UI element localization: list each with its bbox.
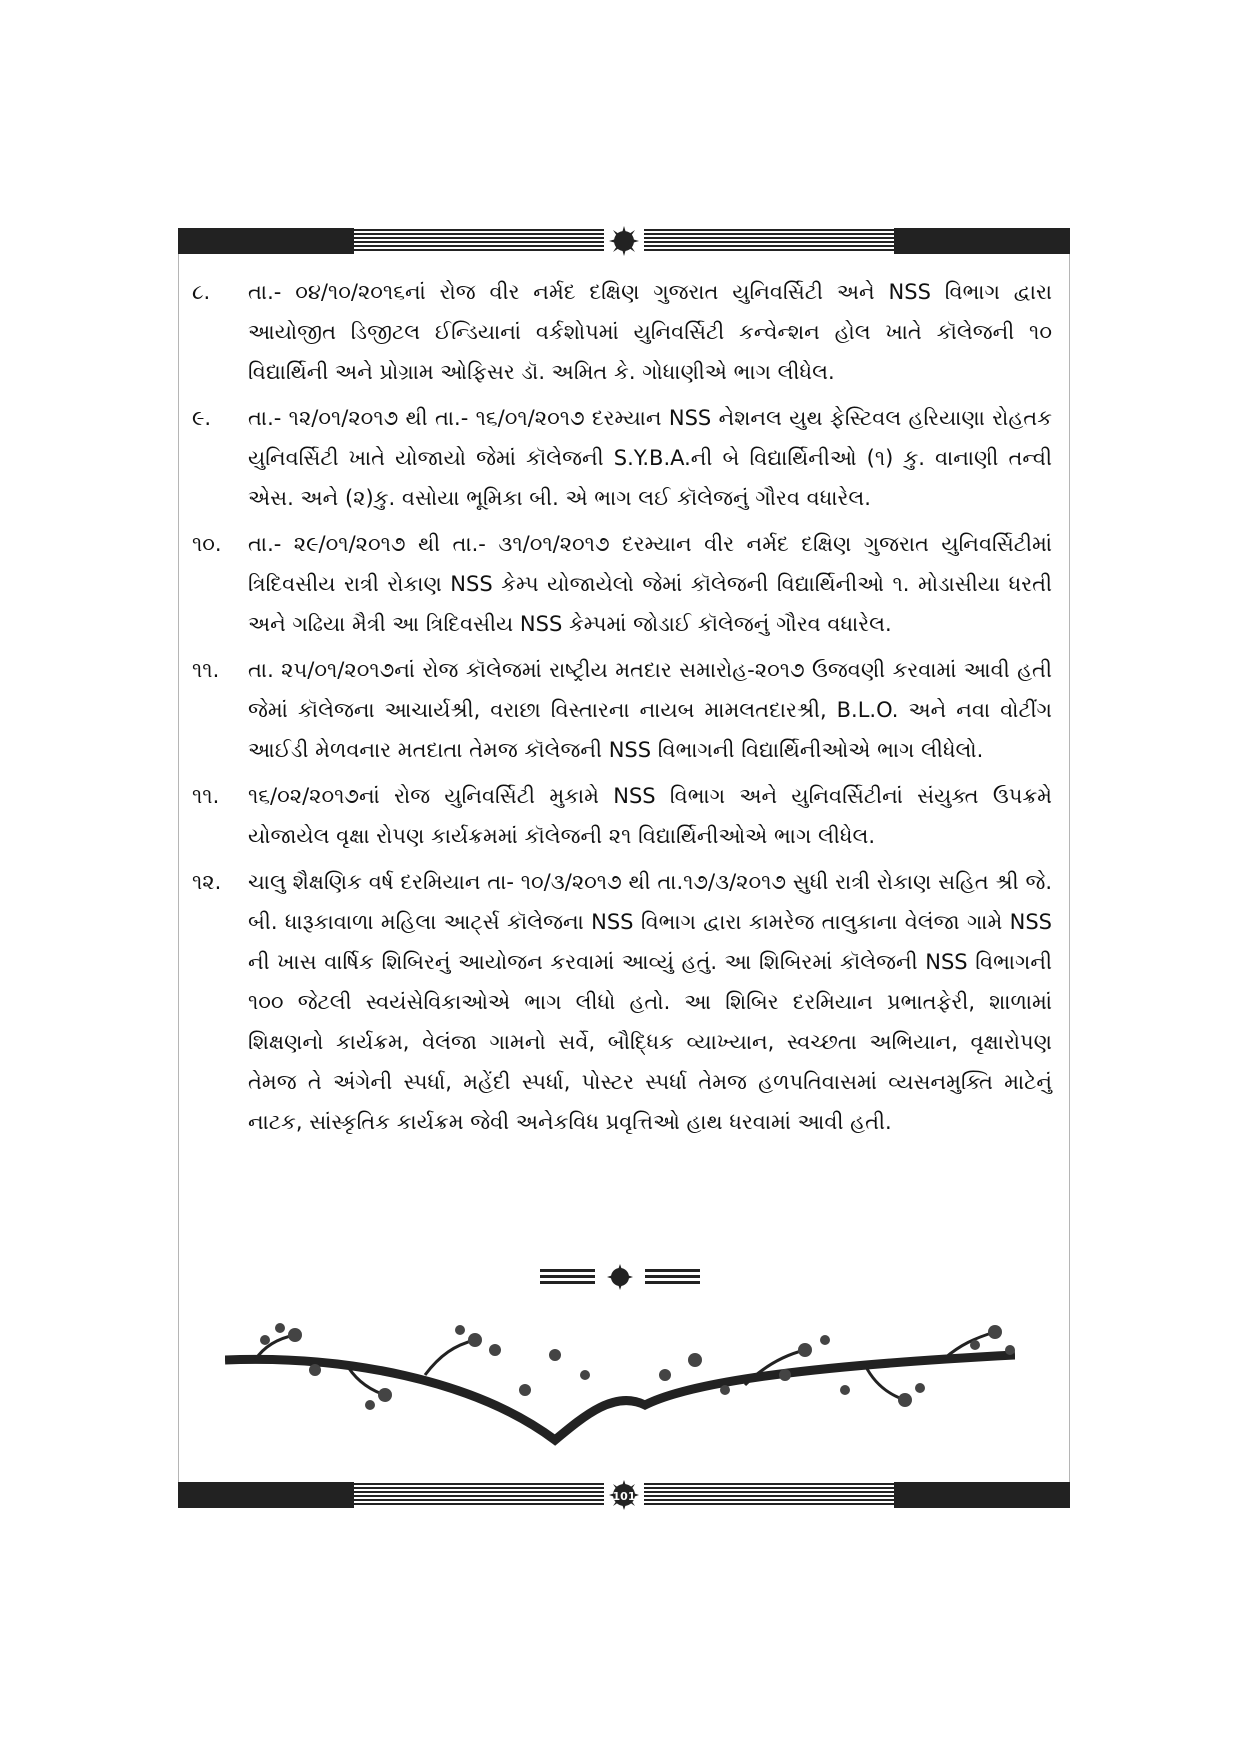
- sunburst-icon: [609, 226, 639, 256]
- item-text: તા.- ૨૯/૦૧/૨૦૧૭ થી તા.- ૩૧/૦૧/૨૦૧૭ દરમ્યાન વીર નર્મદ દક્ષિણ ગુજરાત યુનિવર્સિટીમાં ત્રિદિવસીય રાત્રી રોકાણ NSS કેમ્પ યોજાયેલો જેમાં કૉલેજની વિદ્યાર્થિનીઓ ૧. મોડાસીયા ધરતી અને ગઢિયા મૈત્રી આ ત્રિદિવસીય NSS કેમ્પમાં જોડાઈ કૉલેજનું ગૌરવ વધારેલ.: [248, 532, 1052, 636]
- item-number: ૧૧.: [192, 658, 220, 682]
- list-item: [192, 272, 1052, 392]
- list-item: [192, 862, 1052, 1142]
- item-text: ૧૬/૦૨/૨૦૧૭નાં રોજ યુનિવર્સિટી મુકામે NSS વિભાગ અને યુનિવર્સિટીનાં સંયુક્ત ઉપક્રમે યોજાયેલ વૃક્ષા રોપણ કાર્યક્રમમાં કૉલેજની ૨૧ વિદ્યાર્થિનીઓએ ભાગ લીધેલ.: [248, 784, 1052, 848]
- content-list: [192, 272, 1052, 1148]
- blossom-branch-ornament: [225, 1320, 1015, 1450]
- list-item: [192, 398, 1052, 518]
- item-text: તા.- ૧૨/૦૧/૨૦૧૭ થી તા.- ૧૬/૦૧/૨૦૧૭ દરમ્યાન NSS નેશનલ યુથ ફેસ્ટિવલ હરિયાણા રોહતક યુનિવર્સિટી ખાતે યોજાયો જેમાં કૉલેજની S.Y.B.A.ની બે વિદ્યાર્થિનીઓ (૧) કુ. વાનાણી તન્વી એસ. અને (૨)કુ. વસોયા ભૂમિકા બી. એ ભાગ લઈ કૉલેજનું ગૌરવ વધારેલ.: [248, 406, 1052, 510]
- page-number: 101: [612, 1490, 636, 1503]
- item-text: તા.- ૦૪/૧૦/૨૦૧૬નાં રોજ વીર નર્મદ દક્ષિણ ગુજરાત યુનિવર્સિટી અને NSS વિભાગ દ્વારા આયોજીત ડિજીટલ ઈન્ડિયાનાં વર્કશોપમાં યુનિવર્સિટી કન્વેન્શન હોલ ખાતે કૉલેજની ૧૦ વિદ્યાર્થિની અને પ્રોગ્રામ ઓફિસર ડૉ. અમિત કે. ગોધાણીએ ભાગ લીધેલ.: [248, 280, 1052, 384]
- item-number: ૧૧.: [192, 784, 220, 808]
- top-decorative-bar: [178, 228, 1070, 254]
- item-number: ૧૦.: [192, 532, 222, 556]
- list-item: [192, 650, 1052, 770]
- divider-ornament: [540, 1264, 700, 1290]
- item-number: ૮.: [192, 280, 211, 304]
- item-number: ૯.: [192, 406, 212, 430]
- item-text: ચાલુ શૈક્ષણિક વર્ષ દરમિયાન તા- ૧૦/૩/૨૦૧૭ થી તા.૧૭/૩/૨૦૧૭ સુધી રાત્રી રોકાણ સહિત શ્રી જે. બી. ધારૂકાવાળા મહિલા આર્ટ્સ કૉલેજના NSS વિભાગ દ્વારા કામરેજ તાલુકાના વેલંજા ગામે NSS ની ખાસ વાર્ષિક શિબિરનું આયોજન કરવામાં આવ્યું હતું. આ શિબિરમાં કૉલેજની NSS વિભાગની ૧૦૦ જેટલી સ્વયંસેવિકાઓએ ભાગ લીધો હતો. આ શિબિર દરમિયાન પ્રભાતફેરી, શાળામાં શિક્ષણનો કાર્યક્રમ, વેલંજા ગામનો સર્વે, બૌદ્ધિક વ્યાખ્યાન, સ્વચ્છતા અભિયાન, વૃક્ષારોપણ તેમજ તે અંગેની સ્પર્ધા, મહેંદી સ્પર્ધા, પોસ્ટર સ્પર્ધા તેમજ હળપતિવાસમાં વ્યસનમુક્તિ માટેનું નાટક, સાંસ્કૃતિક કાર્યક્રમ જેવી અનેકવિધ પ્રવૃત્તિઓ હાથ ધરવામાં આવી હતી.: [248, 870, 1052, 1134]
- list-item: [192, 524, 1052, 644]
- item-number: ૧૨.: [192, 870, 222, 894]
- list-item: [192, 776, 1052, 856]
- bottom-decorative-bar: [178, 1482, 1070, 1508]
- item-text: તા. ૨૫/૦૧/૨૦૧૭નાં રોજ કૉલેજમાં રાષ્ટ્રીય મતદાર સમારોહ-૨૦૧૭ ઉજવણી કરવામાં આવી હતી જેમાં કૉલેજના આચાર્યશ્રી, વરાછા વિસ્તારના નાયબ મામલતદારશ્રી, B.L.O. અને નવા વોટીંગ આઈડી મેળવનાર મતદાતા તેમજ કૉલેજની NSS વિભાગની વિદ્યાર્થિનીઓએ ભાગ લીધેલો.: [248, 658, 1052, 762]
